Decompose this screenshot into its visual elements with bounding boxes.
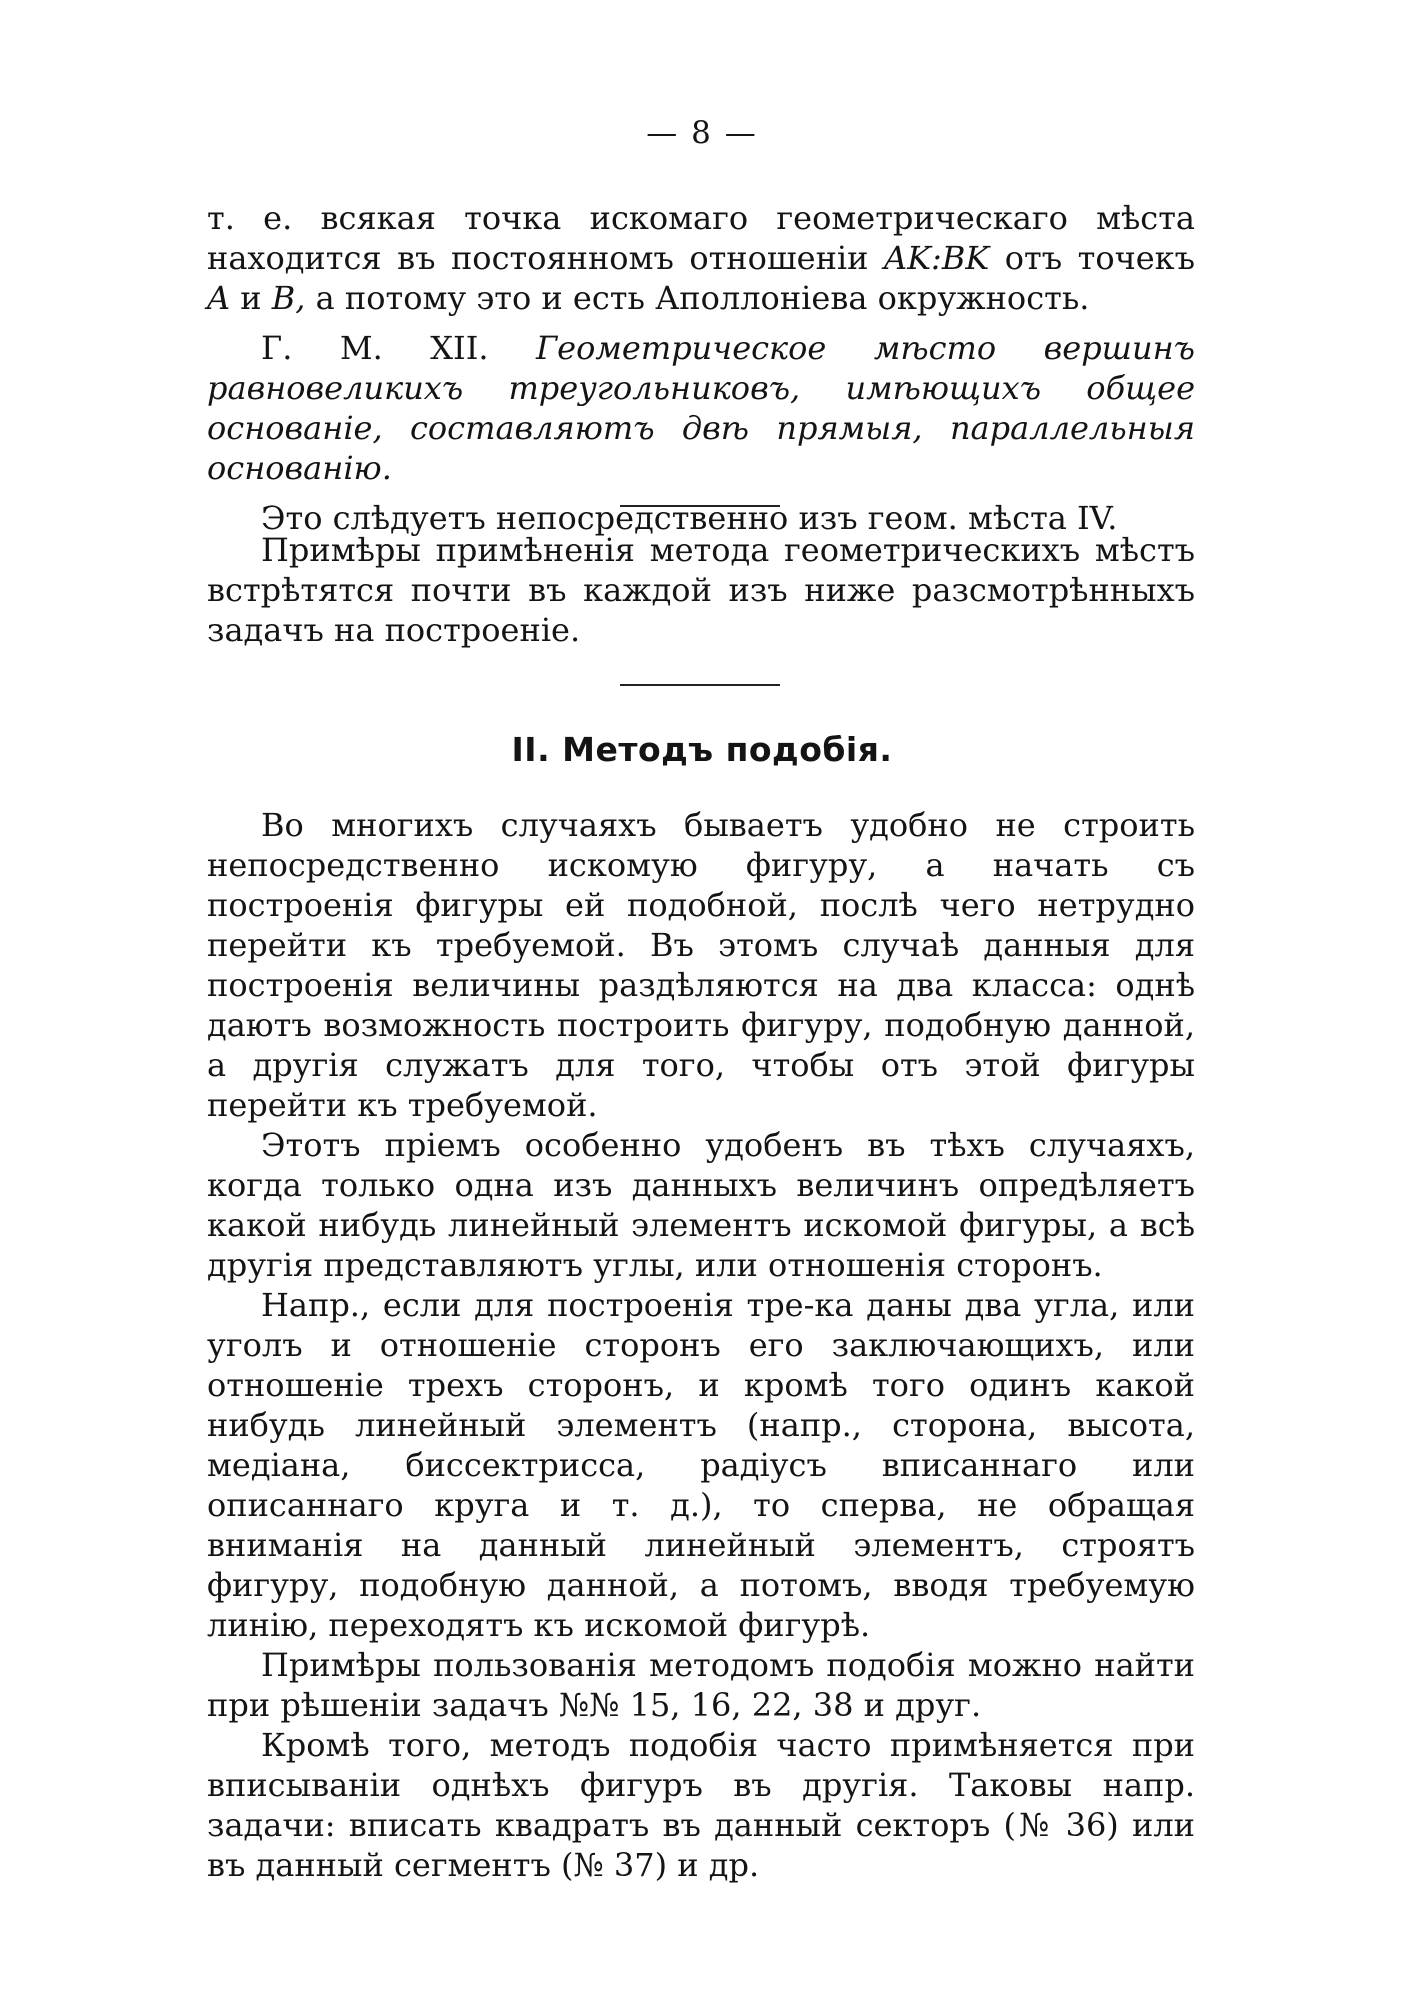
text-block-method xyxy=(207,805,1195,1885)
theorem-label: Г. М. XII. xyxy=(261,329,489,367)
point-label: A xyxy=(207,279,231,317)
paragraph-text: отъ точекъ xyxy=(1004,239,1196,277)
paragraph-text: и xyxy=(240,279,262,317)
paragraph-method-2: Этотъ пріемъ особенно удобенъ въ тѣхъ случаяхъ, когда только одна изъ данныхъ величинъ опредѣляетъ какой нибудь линейный элементъ искомой фигуры, а всѣ другія представляютъ углы, или отношенія сторонъ. xyxy=(207,1126,1195,1284)
paragraph-text: т. е. всякая точка искомаго геометрическаго мѣста находится въ постоянномъ отношеніи xyxy=(207,199,1195,277)
paragraph-method-3: Напр., если для построенія тре-ка даны два угла, или уголъ и отношеніе сторонъ его заключающихъ, или отношеніе трехъ сторонъ, и кромѣ того одинъ какой нибудь линейный элементъ (напр., сторона, высота, медіана, биссектрисса, радіусъ вписаннаго или описаннаго круга и т. д.), то сперва, не обращая вниманія на данный линейный элементъ, строятъ фигуру, подобную данной, а потомъ, вводя требуемую линію, переходятъ къ искомой фигурѣ. xyxy=(207,1286,1195,1644)
point-label: B, xyxy=(271,279,306,317)
divider-short xyxy=(620,505,780,507)
text-block-top xyxy=(207,198,1195,538)
divider-section xyxy=(620,684,780,686)
section-title: II. Методъ подобія. xyxy=(511,730,893,769)
theorem-paragraph xyxy=(207,328,1195,488)
paragraph-apollonius xyxy=(207,198,1195,318)
paragraph-method-5: Кромѣ того, методъ подобія часто примѣняется при вписываніи однѣхъ фигуръ въ другія. Таковы напр. задачи: вписать квадратъ въ данный секторъ (№ 36) или въ данный сегментъ (№ 37) и др. xyxy=(207,1726,1195,1884)
paragraph-method-4: Примѣры пользованія методомъ подобія можно найти при рѣшеніи задачъ №№ 15, 16, 22, 38 и друг. xyxy=(207,1646,1195,1724)
ratio-formula: AK:BK xyxy=(884,239,990,277)
page-number: — 8 — xyxy=(646,115,758,151)
theorem-statement: Геометрическое мѣсто вершинъ равновеликихъ треугольниковъ, имѣющихъ общее основаніе, составляютъ двѣ прямыя, параллельныя основанію. xyxy=(207,329,1195,487)
paragraph-follows: Это слѣдуетъ непосредственно изъ геом. мѣста IV. xyxy=(261,499,1118,537)
paragraph-text: а потому это и есть Аполлоніева окружность. xyxy=(315,279,1090,317)
paragraph-examples: Примѣры примѣненія метода геометрическихъ мѣстъ встрѣтятся почти въ каждой изъ ниже разсмотрѣнныхъ задачъ на построеніе. xyxy=(207,531,1195,649)
text-block-examples xyxy=(207,530,1195,650)
paragraph-method-1: Во многихъ случаяхъ бываетъ удобно не строить непосредственно искомую фигуру, а начать съ построенія фигуры ей подобной, послѣ чего нетрудно перейти къ требуемой. Въ этомъ случаѣ данныя для построенія величины раздѣляются на два класса: однѣ даютъ возможность построить фигуру, подобную данной, а другія служатъ для того, чтобы отъ этой фигуры перейти къ требуемой. xyxy=(207,806,1195,1124)
